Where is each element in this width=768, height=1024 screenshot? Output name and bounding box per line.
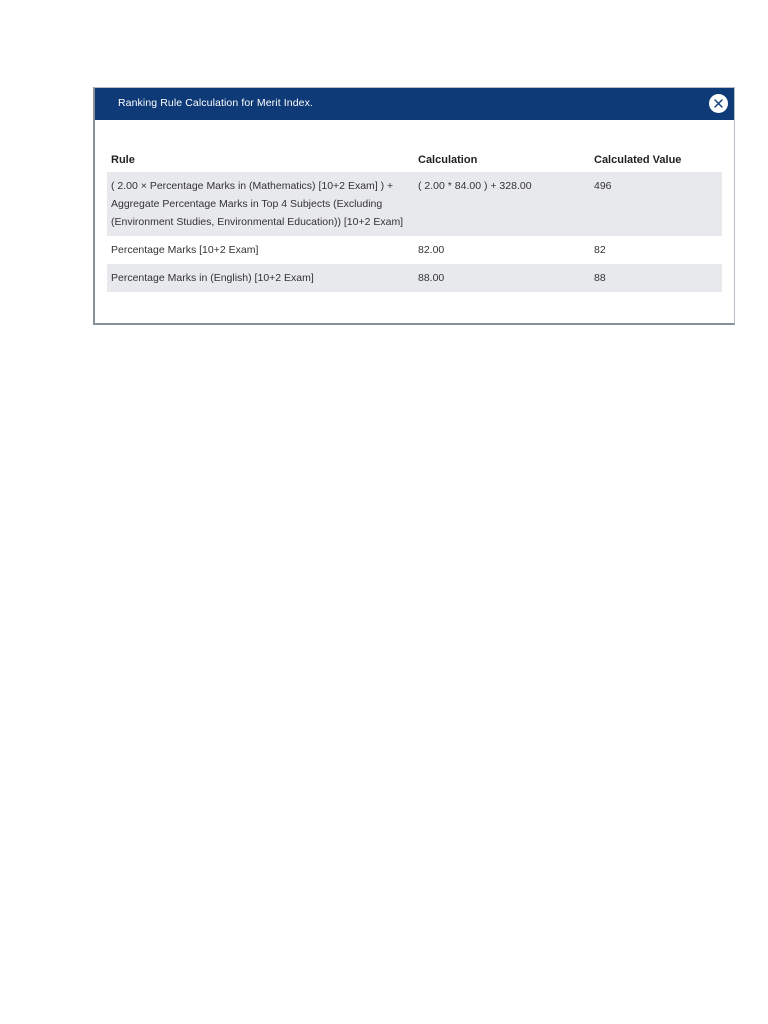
calculation-cell: ( 2.00 * 84.00 ) + 328.00 (414, 172, 590, 236)
column-header-rule: Rule (111, 154, 135, 166)
calculated-value-cell: 496 (590, 172, 722, 236)
table-row (107, 236, 722, 264)
table-header-row (107, 152, 722, 172)
table-row (107, 264, 722, 292)
modal-title: Ranking Rule Calculation for Merit Index. (118, 97, 313, 109)
modal-header (95, 88, 734, 120)
ranking-rule-table (107, 152, 722, 292)
calculated-value-cell: 82 (594, 244, 606, 256)
calculation-cell: 82.00 (418, 244, 445, 256)
rule-cell: ( 2.00 × Percentage Marks in (Mathematics) [10+2 Exam] ) + Aggregate Percentage Marks in Top 4 Subjects (Excluding (Environment Studies, Environmental Education)) [10+2 Exam] (107, 172, 414, 236)
column-header-calculation: Calculation (418, 154, 478, 166)
table-row (107, 172, 722, 236)
column-header-calculated-value: Calculated Value (594, 154, 682, 166)
close-icon (714, 99, 723, 108)
calculated-value-cell: 88 (590, 264, 722, 292)
rule-cell: Percentage Marks [10+2 Exam] (111, 244, 259, 256)
calculation-cell: 88.00 (414, 264, 590, 292)
close-button[interactable] (709, 94, 728, 113)
merit-index-modal (93, 87, 735, 325)
rule-cell: Percentage Marks in (English) [10+2 Exam] (107, 264, 414, 292)
